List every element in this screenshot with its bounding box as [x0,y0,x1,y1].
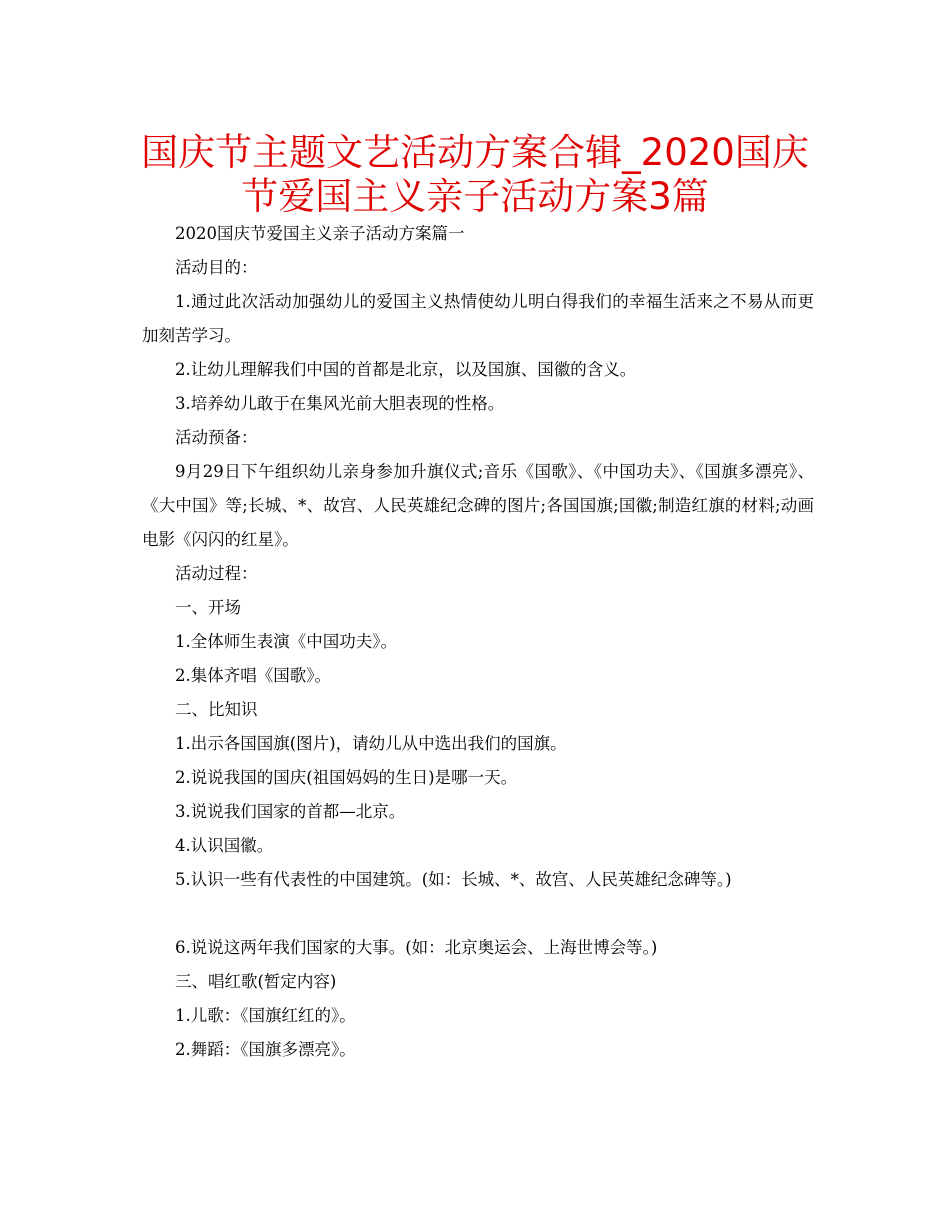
paragraph: 1.出示各国国旗(图片)，请幼儿从中选出我们的国旗。 [175,734,567,753]
paragraph: 3.说说我们国家的首都—北京。 [175,802,406,821]
paragraph: 6.说说这两年我们国家的大事。(如：北京奥运会、上海世博会等。) [175,938,658,957]
paragraph: 3.培养幼儿敢于在集风光前大胆表现的性格。 [175,394,505,413]
paragraph: 2.说说我国的国庆(祖国妈妈的生日)是哪一天。 [175,768,518,787]
paragraph: 2.让幼儿理解我们中国的首都是北京，以及国旗、国徽的含义。 [175,360,637,379]
document-title-line-2: 节爱国主义亲子活动方案3篇 [241,175,709,218]
paragraph: 活动预备： [175,428,258,447]
paragraph: 二、比知识 [175,700,258,719]
section-heading: 2020国庆节爱国主义亲子活动方案篇一 [175,224,465,243]
paragraph: 三、唱红歌(暂定内容) [175,972,337,991]
paragraph: 1.通过此次活动加强幼儿的爱国主义热情使幼儿明白得我们的幸福生活来之不易从而更加刻苦学习。 [142,292,814,345]
paragraph: 2.集体齐唱《国歌》。 [175,666,331,685]
paragraph: 1.全体师生表演《中国功夫》。 [175,632,397,651]
paragraph: 活动过程： [175,564,258,583]
paragraph: 活动目的： [175,258,258,277]
document-title-line-1: 国庆节主题文艺活动方案合辑_2020国庆 [141,131,809,174]
paragraph: 4.认识国徽。 [175,836,274,855]
paragraph: 9月29日下午组织幼儿亲身参加升旗仪式;音乐《国歌》、《中国功夫》、《国旗多漂亮》、《大中国》等;长城、*、故宫、人民英雄纪念碑的图片;各国国旗;国徽;制造红旗的材料;动画电影《闪闪的红星》。 [142,462,814,549]
paragraph: 2.舞蹈：《国旗多漂亮》。 [175,1040,356,1059]
paragraph: 5.认识一些有代表性的中国建筑。(如：长城、*、故宫、人民英雄纪念碑等。) [175,870,732,889]
paragraph: 1.儿歌：《国旗红红的》。 [175,1006,356,1025]
paragraph: 一、开场 [175,598,241,617]
